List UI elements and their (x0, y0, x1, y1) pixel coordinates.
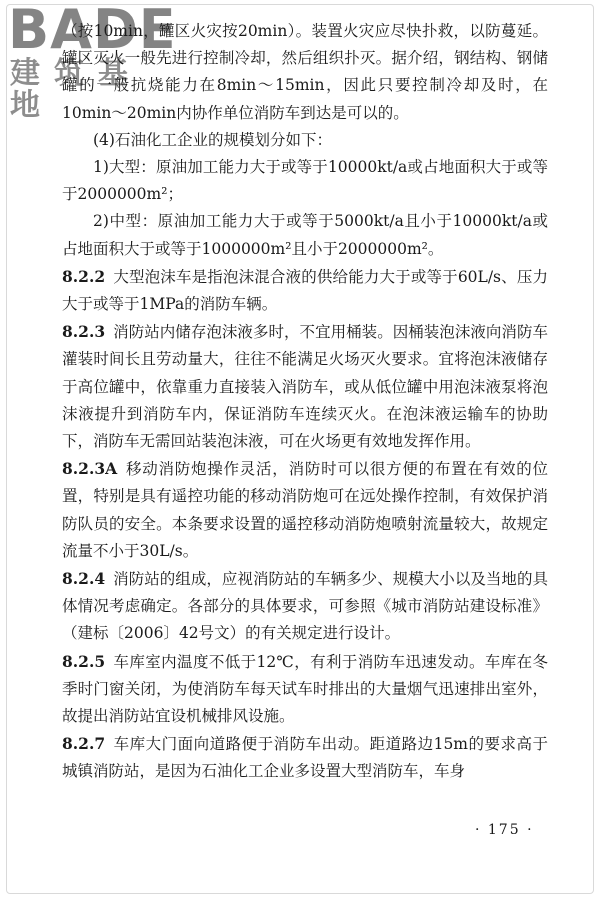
page-number: · 175 · (475, 822, 534, 838)
section-8-2-7 (62, 730, 548, 785)
section-number: 8.2.5 (62, 651, 106, 671)
logo-sub-text: 建筑基地 (10, 56, 142, 123)
section-number: 8.2.7 (62, 734, 106, 754)
section-number: 8.2.3 (62, 322, 106, 342)
section-8-2-3a (62, 455, 548, 565)
section-number: 8.2.3A (62, 459, 118, 479)
paragraph-text: 2)中型：原油加工能力大于或等于5000kt/a且小于10000kt/a或占地面积大于或等于1000000m²且小于2000000m²。 (62, 212, 548, 258)
paragraph-scale-intro (62, 127, 548, 154)
section-8-2-2 (62, 263, 548, 318)
section-8-2-4 (62, 565, 548, 648)
paragraph-text: 消防站内储存泡沫液多时，不宜用桶装。因桶装泡沫液向消防车灌装时间长且劳动量大，往往不能满足火场灭火要求。宜将泡沫液储存于高位罐中，依靠重力直接装入消防车，或从低位罐中用泡沫液泵将泡沫液提升到消防车内，保证消防车连续灭火。在泡沫液运输车的协助下，消防车无需回站装泡沫液，可在火场更有效地发挥作用。 (62, 323, 548, 451)
paragraph-text: 大型泡沫车是指泡沫混合液的供给能力大于或等于60L/s、压力大于或等于1MPa的消防车辆。 (62, 267, 548, 314)
section-8-2-5 (62, 648, 548, 731)
paragraph-scale-medium (62, 208, 548, 262)
paragraph-text: (4)石油化工企业的规模划分如下： (93, 130, 332, 149)
paragraph-text: 消防站的组成，应视消防站的车辆多少、规模大小以及当地的具体情况考虑确定。各部分的具体要求，可参照《城市消防站建设标准》（建标〔2006〕42号文）的有关规定进行设计。 (62, 570, 548, 643)
paragraph-text: （按10min，罐区火灾按20min）。装置火灾应尽快扑救，以防蔓延。罐区灭火一般先进行控制冷却，然后组织扑灭。据介绍，钢结构、钢储罐的一般抗烧能力在8min～15min，因此只要控制冷却及时，在10min～20min内协作单位消防车到达是可以的。 (62, 22, 548, 122)
paragraph-scale-large (62, 154, 548, 208)
paragraph-text: 1)大型：原油加工能力大于或等于10000kt/a或占地面积大于或等于2000000m²； (62, 158, 548, 204)
section-8-2-3 (62, 318, 548, 455)
paragraph-text: 车库大门面向道路便于消防车出动。距道路边15m的要求高于城镇消防站，是因为石油化工企业多设置大型消防车，车身 (62, 735, 548, 781)
document-body (62, 18, 548, 786)
logo-brand-text: BADE (8, 0, 177, 61)
paragraph-text: 移动消防炮操作灵活，消防时可以很方便的布置在有效的位置，特别是具有遥控功能的移动消防炮可在远处操作控制，有效保护消防队员的安全。本条要求设置的遥控移动消防炮喷射流量较大，故规定流量不小于30L/s。 (62, 460, 548, 560)
section-number: 8.2.2 (62, 266, 106, 286)
section-number: 8.2.4 (62, 569, 106, 589)
paragraph-continuation (62, 18, 548, 127)
paragraph-text: 车库室内温度不低于12℃，有利于消防车迅速发动。车库在冬季时门窗关闭，为使消防车每天试车时排出的大量烟气迅速排出室外，故提出消防站宜设机械排风设施。 (62, 652, 548, 726)
